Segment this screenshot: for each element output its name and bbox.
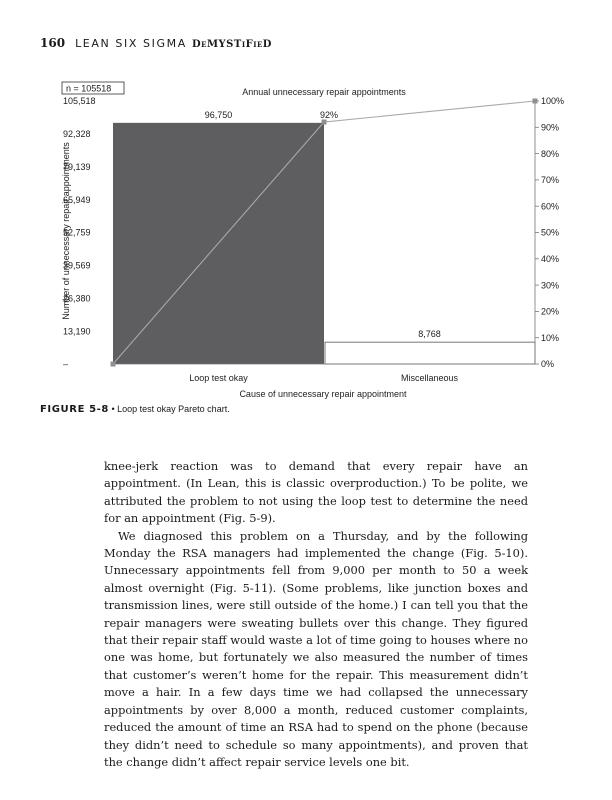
sample-size-label: n = 105518 <box>66 83 112 94</box>
x-axis-title: Cause of unnecessary repair appointment <box>239 389 407 399</box>
page-number: 160 <box>40 36 66 50</box>
y2-tick-label: 40% <box>541 254 560 264</box>
chart-title: Annual unnecessary repair appointments <box>242 87 406 97</box>
cumulative-point <box>533 99 538 104</box>
y-tick-label: 39,569 <box>63 260 91 271</box>
y-tick-label: 65,949 <box>63 194 91 205</box>
y2-tick-label: 50% <box>541 227 560 238</box>
y2-tick-label: 70% <box>541 175 560 186</box>
y2-tick-label: 60% <box>541 201 560 212</box>
x-category-label: Loop test okay <box>189 373 248 383</box>
y2-tick-label: 0% <box>541 359 555 370</box>
figure-caption-text: Loop test okay Pareto chart. <box>117 404 230 414</box>
x-category-label: Miscellaneous <box>400 373 459 383</box>
bars <box>113 110 535 364</box>
paragraph-1: knee-jerk reaction was to demand that every repair have an appointment. (In Lean, this is classic overproduction.) To be polite, we attributed the problem to not using the loop test to determine the need for an appointment (Fig. 5-9). <box>104 459 528 526</box>
y-tick-label: 79,139 <box>63 161 91 172</box>
y-tick-label: 26,380 <box>63 293 91 304</box>
cumulative-point <box>111 362 116 367</box>
y2-tick-label: 20% <box>541 306 560 317</box>
x-axis-labels <box>189 373 458 383</box>
bar-value-label: 96,750 <box>204 109 233 120</box>
cumulative-point <box>322 120 327 125</box>
paragraph-2: We diagnosed this problem on a Thursday, and by the following Monday the RSA managers had implemented the change (Fig. 5-10). Unnecessary appointments fell from 9,000 per month to 50 a week almost overnight (Fig. 5-11). (Some problems, like junction boxes and transmission lines, were still outside of the home.) I can tell you that the repair managers were sweating bullets over this change. They figured that their repair staff would waste a lot of time going to houses where no one was home, but fortunately we also measured the number of times that customer’s weren’t home for the repair. This measurement didn’t move a hair. In a few days time we had collapsed the unnecessary appointments by over 8,000 a month, reduced customer complaints, reduced the amount of time an RSA had to spend on the phone (because they didn’t need to schedule so many appointments), and proven that the change didn’t affect repair service levels one bit. <box>104 528 528 769</box>
figure-caption: FIGURE 5-8 • Loop test okay Pareto chart. <box>40 404 230 415</box>
y-tick-label: 52,759 <box>63 227 91 238</box>
y-axis-title: Number of unnecessary repair appointments <box>61 142 71 320</box>
bar <box>325 342 535 364</box>
body-text <box>104 458 528 771</box>
y-tick-label: 92,328 <box>63 129 91 140</box>
book-title: LEAN SIX SIGMA <box>75 37 187 50</box>
figure-label: FIGURE 5-8 <box>40 404 109 415</box>
y2-tick-label: 10% <box>541 332 560 343</box>
y2-tick-label: 30% <box>541 280 560 291</box>
y-tick-label: 105,518 <box>63 96 96 107</box>
y-tick-label: – <box>63 359 69 370</box>
y2-tick-label: 100% <box>541 96 565 107</box>
series-title: DeMYSTiFieD <box>191 39 272 50</box>
cumulative-label: 92% <box>319 110 339 121</box>
y-tick-label: 13,190 <box>63 326 91 337</box>
y2-axis-ticks <box>535 96 564 369</box>
y2-tick-label: 80% <box>541 148 560 159</box>
bar-value-label: 8,768 <box>418 329 441 340</box>
y2-tick-label: 90% <box>541 122 560 133</box>
